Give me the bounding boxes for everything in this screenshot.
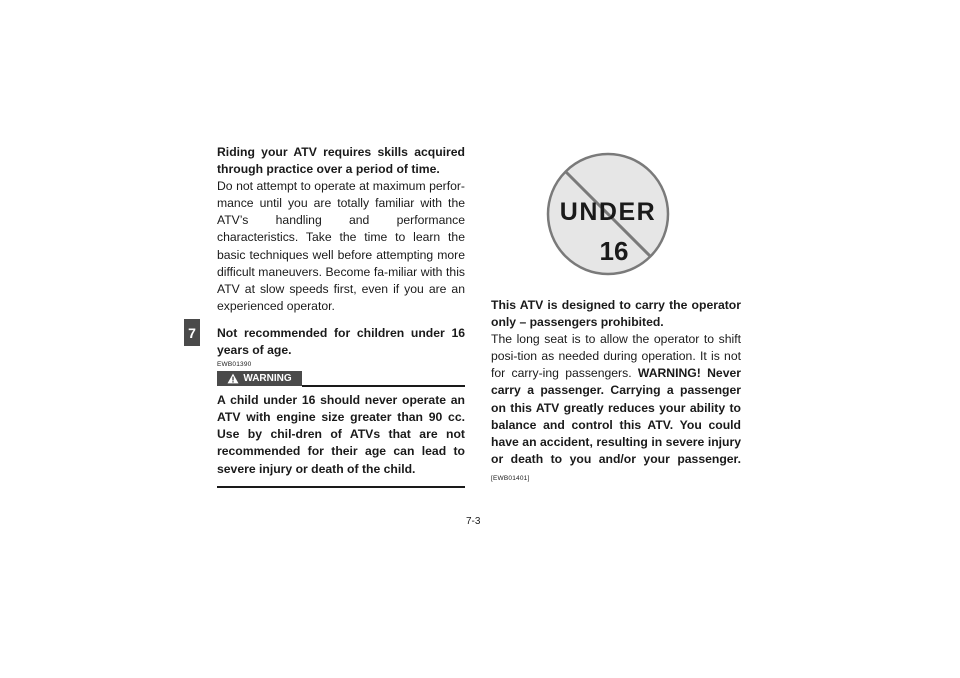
- warning-end-rule: [217, 486, 465, 488]
- passenger-warning-ref: [EWB01401]: [491, 474, 530, 482]
- warning-text: A child under 16 should never operate an ATV with engine size greater than 90 cc. Use by chil-dren of ATVs that are not recommended for their age can lead to severe injury or death of the child.: [217, 393, 465, 476]
- warning-label: WARNING: [243, 373, 292, 385]
- warning-badge: [217, 371, 302, 386]
- under-16-prohibition-sign: [546, 152, 670, 276]
- sign-text-16: 16: [599, 236, 629, 266]
- intro-paragraph: Do not attempt to operate at maximum perfor-mance until you are totally familiar with the ATV’s handling and performance characteristics. Take the time to learn the basic techniques well before attempting more difficult maneuvers. Become fa-miliar with this ATV at slow speeds first, even if you are an experienced operator.: [217, 179, 465, 313]
- page-number: 7-3: [466, 516, 481, 527]
- section-tab: 7: [184, 319, 200, 346]
- warning-code: EWB01390: [217, 361, 252, 369]
- warning-rule: [302, 385, 465, 387]
- passenger-body: The long seat is to allow the operator to shift posi-tion as needed during operation. It is not for carry-ing passengers.: [491, 332, 741, 381]
- passenger-paragraph: [491, 331, 741, 487]
- right-column: [491, 297, 741, 487]
- passenger-warning: WARNING! Never carry a passenger. Carrying a passenger on this ATV greatly reduces your ability to balance and control this ATV. You could have an accident, resulting in severe injury or death to you and/or your passenger.: [491, 366, 741, 466]
- warning-header: [217, 371, 465, 388]
- left-column: [217, 144, 465, 488]
- warning-triangle-icon: [227, 373, 239, 384]
- sign-text-under: UNDER: [559, 198, 657, 226]
- passenger-heading: This ATV is designed to carry the operator only – passengers prohibited.: [491, 298, 741, 330]
- intro-heading: Riding your ATV requires skills acquired through practice over a period of time.: [217, 145, 465, 177]
- age-heading: Not recommended for children under 16 years of age.: [217, 325, 465, 358]
